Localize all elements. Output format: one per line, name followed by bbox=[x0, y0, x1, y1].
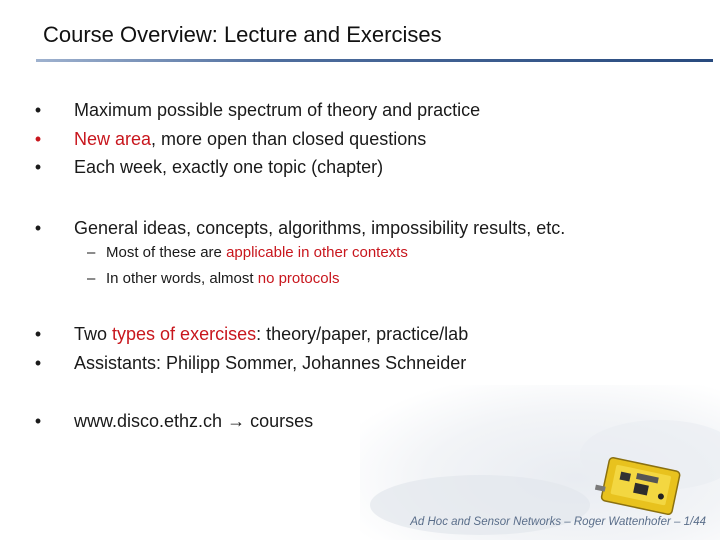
bullet-spectrum: Maximum possible spectrum of theory and practice bbox=[74, 100, 481, 120]
sub-bullet-applicable bbox=[106, 244, 408, 261]
bullet-exercise-types-pre: Two bbox=[74, 324, 113, 344]
sub-bullet-marker: – bbox=[87, 244, 96, 261]
bullet-new-area-rest: , more open than closed questions bbox=[151, 129, 427, 149]
sub-bullet-marker: – bbox=[87, 270, 96, 287]
highlight-exercise-types: types of exercises bbox=[112, 324, 257, 344]
bullet-exercise-types-rest: : theory/paper, practice/lab bbox=[256, 324, 469, 344]
sub-bullet-applicable-pre: Most of these are bbox=[106, 244, 227, 261]
bullet-marker: • bbox=[34, 100, 42, 120]
bullet-marker: • bbox=[34, 411, 42, 431]
bullet-marker: • bbox=[34, 353, 42, 373]
bullet-website bbox=[74, 411, 313, 432]
bullet-marker: • bbox=[34, 324, 42, 344]
slide-title: Course Overview: Lecture and Exercises bbox=[43, 22, 442, 47]
highlight-new-area: New area bbox=[74, 129, 152, 149]
highlight-applicable: applicable in other contexts bbox=[226, 244, 408, 261]
bullet-new-area bbox=[74, 129, 426, 150]
bullet-each-week: Each week, exactly one topic (chapter) bbox=[74, 157, 384, 177]
bullet-marker: • bbox=[34, 129, 42, 149]
sub-bullet-no-protocols-pre: In other words, almost bbox=[106, 270, 258, 287]
sub-bullet-no-protocols bbox=[106, 270, 339, 287]
bullet-marker: • bbox=[34, 157, 42, 177]
bullet-general-ideas: General ideas, concepts, algorithms, impossibility results, etc. bbox=[74, 218, 566, 238]
website-link[interactable]: www.disco.ethz.ch bbox=[74, 411, 228, 431]
title-divider bbox=[36, 59, 713, 62]
slide-footer: Ad Hoc and Sensor Networks – Roger Wattenhofer – 1/44 bbox=[410, 516, 706, 528]
arrow-icon: → bbox=[227, 411, 246, 431]
bullet-assistants: Assistants: Philipp Sommer, Johannes Schneider bbox=[74, 353, 467, 373]
bullet-exercise-types bbox=[74, 324, 468, 345]
bullet-website-rest: courses bbox=[245, 411, 314, 431]
highlight-no-protocols: no protocols bbox=[257, 270, 340, 287]
bullet-marker: • bbox=[34, 218, 42, 238]
